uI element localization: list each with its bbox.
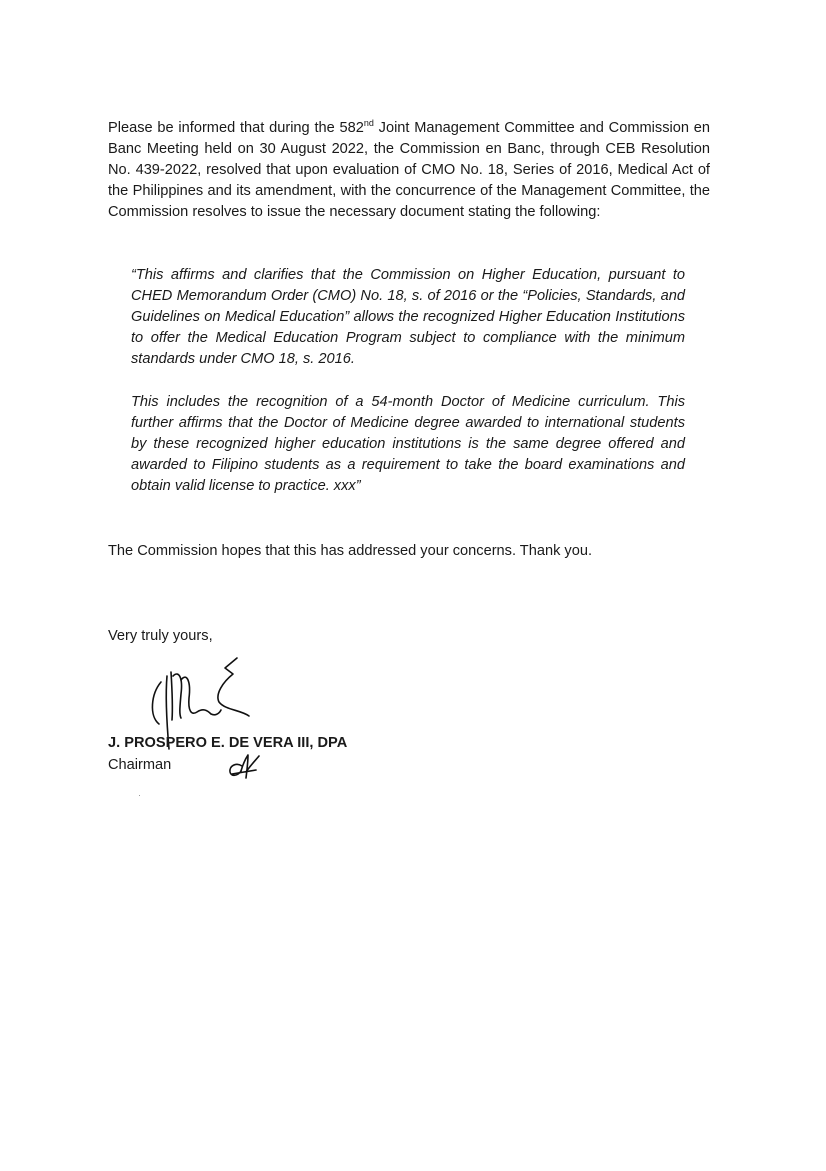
closing-remark: The Commission hopes that this has addressed your concerns. Thank you. [108, 543, 593, 559]
intro-text-rest: Joint Management Committee and Commission en Banc Meeting held on 30 August 2022, the Commission en Banc, through CEB Resolution No. 439-2022, resolved that upon evaluation of CMO No. 18, Series of 2016, Medical Act of the Philippines and its amendment, with the concurrence of the Management Committee, the Commission resolves to issue the necessary document stating the following: [108, 120, 710, 220]
handwritten-initials [226, 752, 262, 780]
signer-name: J. PROSPERO E. DE VERA III, DPA [108, 735, 348, 751]
intro-text-start: Please be informed that during the 582 [108, 120, 364, 136]
intro-paragraph [108, 118, 710, 223]
ordinal-superscript: nd [363, 118, 374, 129]
signer-title: Chairman [108, 757, 172, 773]
valediction: Very truly yours, [108, 628, 213, 644]
quoted-paragraph-2: This includes the recognition of a 54-month Doctor of Medicine curriculum. This further affirms that the Doctor of Medicine degree awarded to international students by these recognized higher education institutions is the same degree offered and awarded to Filipino students as a requirement to take the board examinations and obtain valid license to practice. xxx” [131, 394, 685, 494]
quoted-paragraph-1: “This affirms and clarifies that the Commission on Higher Education, pursuant to CHED Memorandum Order (CMO) No. 18, s. of 2016 or the “Policies, Standards, and Guidelines on Medical Education” allows the recognized Higher Education Institutions to offer the Medical Education Program subject to compliance with the minimum standards under CMO 18, s. 2016. [131, 267, 685, 367]
scan-speck [139, 795, 140, 796]
